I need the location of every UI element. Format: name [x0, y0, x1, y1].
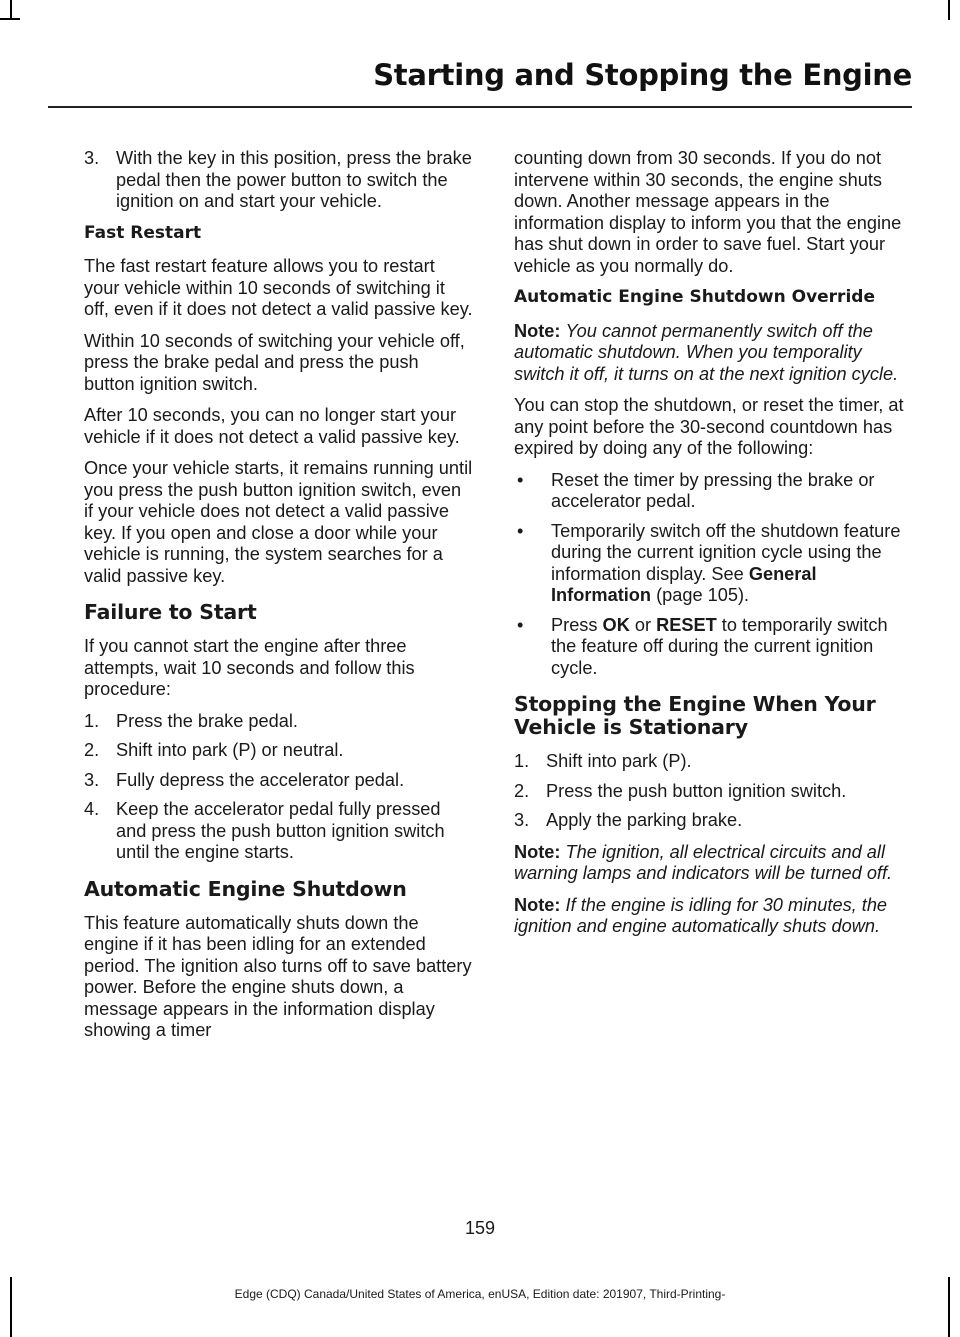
list-item: 2. Press the push button ignition switch.: [514, 780, 847, 801]
reset-button-label: RESET: [656, 614, 717, 635]
paragraph: counting down from 30 seconds. If you do not intervene within 30 seconds, the engine shuts down. Another message appears in the information display to inform you that the engine has shut down in order to save fuel. Start your vehicle as you normally do.: [514, 148, 902, 276]
bullet: •: [517, 469, 524, 490]
list-item: 3. With the key in this position, press the brake pedal then the power button to switch the ignition on and start your vehicle.: [84, 148, 472, 211]
list-item: • Temporarily switch off the shutdown feature during the current ignition cycle using the information display. See General Information (page 105).: [514, 521, 904, 607]
override-heading: Automatic Engine Shutdown Override: [514, 287, 875, 307]
list-item: • Press OK or RESET to temporarily switch the feature off during the current ignition cycle.: [514, 615, 904, 680]
automatic-shutdown-heading: Automatic Engine Shutdown: [84, 876, 407, 901]
ok-button-label: OK: [602, 614, 630, 635]
note: [514, 321, 904, 386]
paragraph: You can stop the shutdown, or reset the timer, at any point before the 30-second countdown has expired by doing any of the following:: [514, 395, 904, 458]
paragraph: If you cannot start the engine after three attempts, wait 10 seconds and follow this procedure:: [84, 636, 415, 699]
paragraph: The fast restart feature allows you to restart your vehicle within 10 seconds of switching it off, even if it does not detect a valid passive key.: [84, 256, 473, 319]
paragraph: Within 10 seconds of switching your vehicle off, press the brake pedal and press the push button ignition switch.: [84, 330, 465, 394]
list-item: 2. Shift into park (P) or neutral.: [84, 740, 344, 760]
left-column: [84, 148, 474, 1052]
list-item: 3. Apply the parking brake.: [514, 810, 743, 830]
crop-mark: [10, 0, 12, 20]
paragraph: Once your vehicle starts, it remains running until you press the push button ignition switch, even if your vehicle does not detect a valid passive key. If you open and close a door while your vehicle is running, the system searches for a valid passive key.: [84, 458, 473, 586]
note-label: Note:: [514, 320, 561, 341]
list-item: 4. Keep the accelerator pedal fully pressed and press the push button ignition switch until the engine starts.: [84, 799, 445, 862]
page-title: Starting and Stopping the Engine: [373, 58, 912, 92]
failure-steps: [84, 711, 474, 864]
crop-mark: [10, 1277, 12, 1337]
note-label: Note:: [514, 841, 561, 862]
paragraph: After 10 seconds, you can no longer start your vehicle if it does not detect a valid passive key.: [84, 405, 460, 447]
list-item: • Reset the timer by pressing the brake or accelerator pedal.: [514, 470, 904, 513]
crop-mark: [0, 18, 20, 20]
note: [514, 842, 904, 885]
footer-edition: Edge (CDQ) Canada/United States of America, enUSA, Edition date: 201907, Third-Printing-: [234, 1287, 726, 1301]
crop-mark: [948, 1277, 950, 1337]
cross-reference-link[interactable]: General Information: [551, 563, 817, 605]
stopping-engine-heading: Stopping the Engine When Your Vehicle is Stationary: [514, 692, 876, 739]
list-item: 3. Fully depress the accelerator pedal.: [84, 769, 405, 790]
bullet: •: [517, 614, 524, 635]
note: [514, 895, 904, 938]
note-text: The ignition, all electrical circuits and all warning lamps and indicators will be turned off.: [514, 841, 893, 883]
note-text: You cannot permanently switch off the automatic shutdown. When you temporality switch it off, it turns on at the next ignition cycle.: [514, 320, 899, 384]
list-item: 1. Shift into park (P).: [514, 751, 692, 771]
page-number: 159: [464, 1218, 496, 1238]
fast-restart-heading: Fast Restart: [84, 222, 202, 243]
override-options: [514, 470, 904, 680]
note-text: If the engine is idling for 30 minutes, the ignition and engine automatically shuts down.: [514, 894, 888, 936]
right-column: [514, 148, 904, 948]
failure-to-start-heading: Failure to Start: [84, 600, 257, 624]
list-item: 1. Press the brake pedal.: [84, 710, 298, 731]
stopping-steps: [514, 751, 904, 832]
crop-mark: [948, 0, 950, 20]
note-label: Note:: [514, 894, 561, 915]
paragraph: This feature automatically shuts down the engine if it has been idling for an extended period. The ignition also turns off to save battery power. Before the engine shuts down, a message appears in the information display showing a timer: [84, 912, 472, 1040]
continued-steps: [84, 148, 474, 213]
header-divider: [48, 106, 912, 108]
bullet: •: [517, 520, 524, 541]
